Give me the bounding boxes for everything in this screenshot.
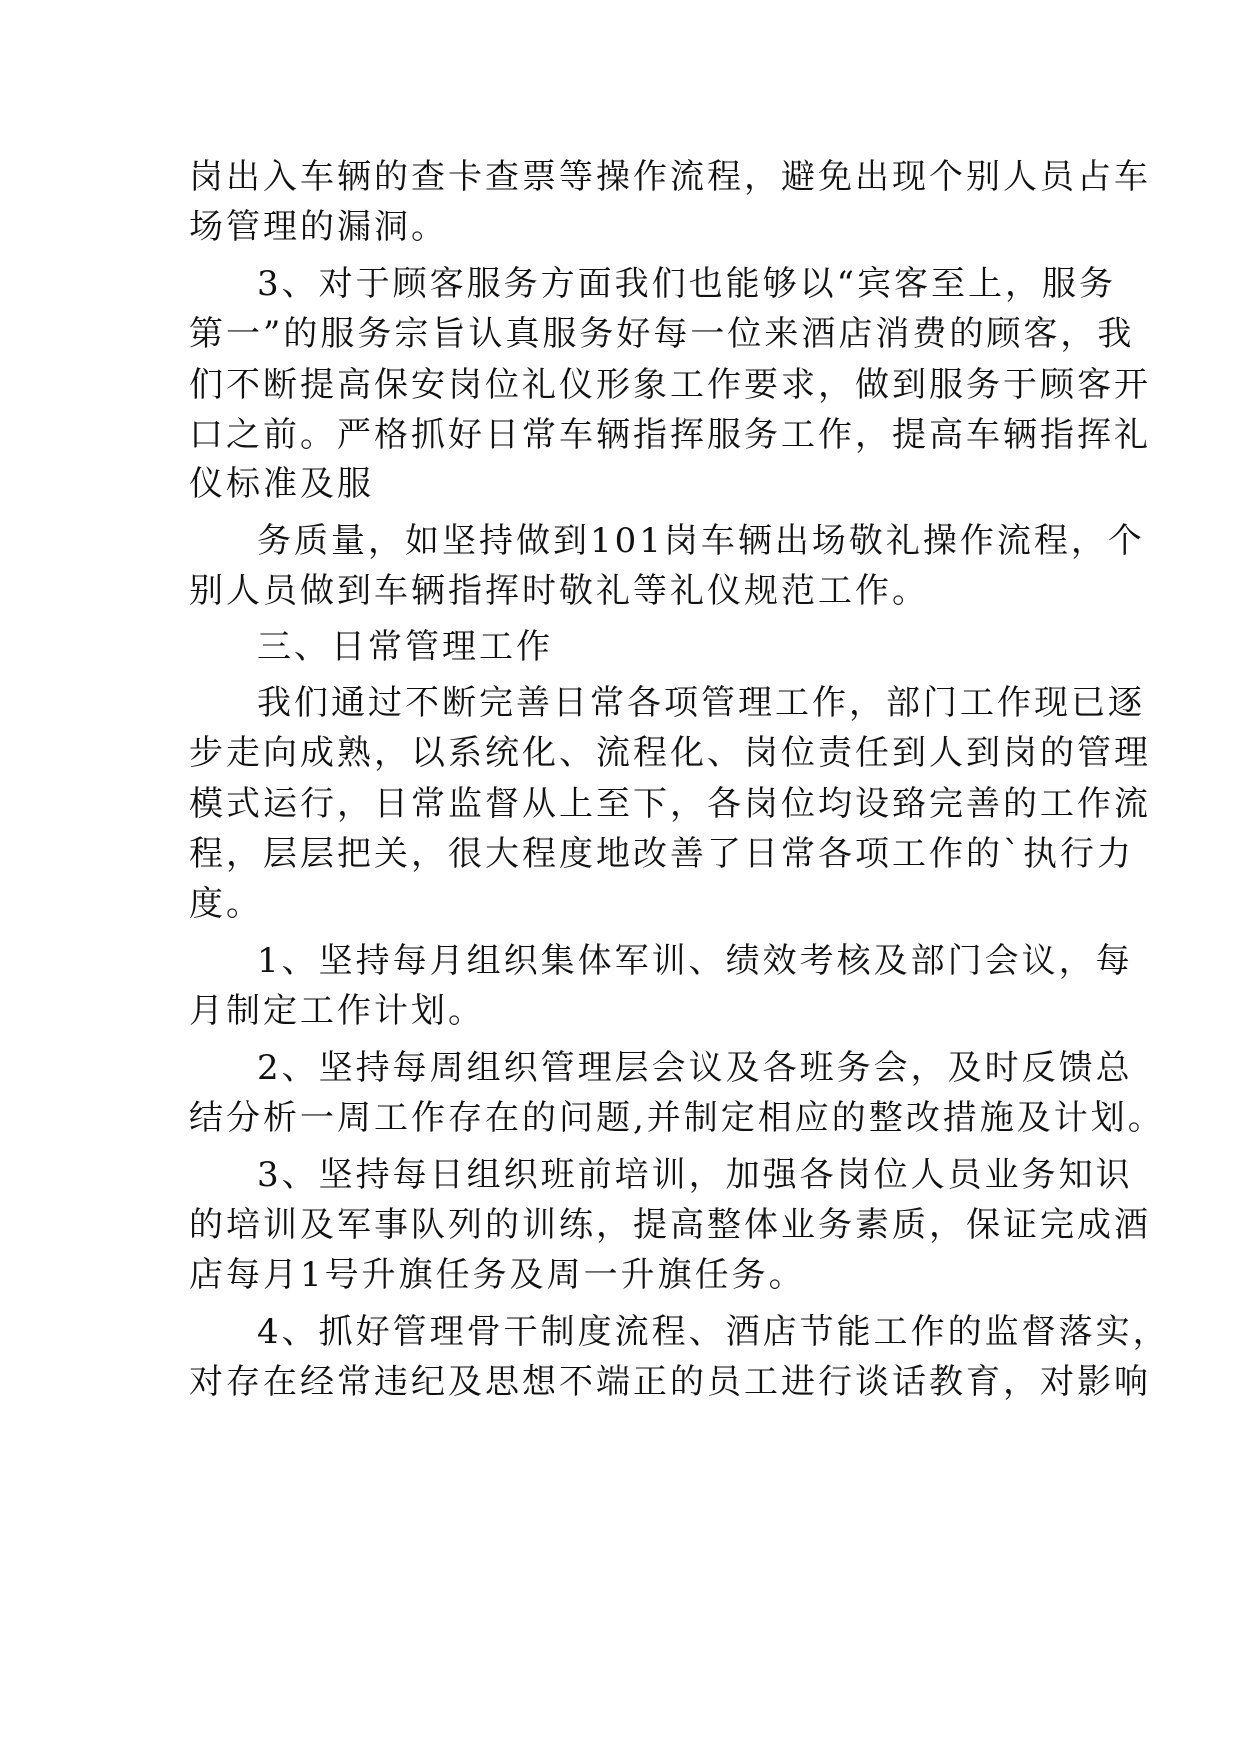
text-line: 第一”的服务宗旨认真服务好每一位来酒店消费的顾客，我 xyxy=(189,314,1135,354)
text-line: 4、抓好管理骨干制度流程、酒店节能工作的监督落实， xyxy=(257,1312,1170,1352)
text-line: 2、坚持每周组织管理层会议及各班务会，及时反馈总 xyxy=(257,1048,1133,1088)
text-line: 度。 xyxy=(189,884,263,924)
text-line: 们不断提高保安岗位礼仪形象工作要求，做到服务于顾客开 xyxy=(189,365,1151,405)
text-line: 岗出入车辆的查卡查票等操作流程，避免出现个别人员占车 xyxy=(189,157,1151,197)
text-line: 结分析一周工作存在的问题,并制定相应的整改措施及计划。 xyxy=(189,1098,1165,1138)
text-line: 模式运行，日常监督从上至下，各岗位均设臵完善的工作流 xyxy=(189,784,1151,824)
text-line: 仪标准及服 xyxy=(189,464,374,504)
text-line: 3、坚持每日组织班前培训，加强各岗位人员业务知识 xyxy=(257,1155,1133,1195)
text-line: 口之前。严格抓好日常车辆指挥服务工作，提高车辆指挥礼 xyxy=(189,415,1151,455)
text-line: 3、对于顾客服务方面我们也能够以“宾客至上，服务 xyxy=(257,264,1117,304)
text-line: 我们通过不断完善日常各项管理工作，部门工作现已逐 xyxy=(257,683,1145,723)
text-line: 月制定工作计划。 xyxy=(189,991,485,1031)
text-line: 1、坚持每月组织集体军训、绩效考核及部门会议，每 xyxy=(257,941,1133,981)
text-line: 店每月1号升旗任务及周一升旗任务。 xyxy=(189,1255,806,1295)
text-line: 务质量，如坚持做到101岗车辆出场敬礼操作流程，个 xyxy=(257,521,1145,561)
text-line: 程，层层把关，很大程度地改善了日常各项工作的`执行力 xyxy=(189,834,1134,874)
text-line: 场管理的漏洞。 xyxy=(189,207,448,247)
section-heading: 三、日常管理工作 xyxy=(257,627,553,667)
text-line: 的培训及军事队列的训练，提高整体业务素质，保证完成酒 xyxy=(189,1205,1151,1245)
text-line: 对存在经常违纪及思想不端正的员工进行谈话教育，对影响 xyxy=(189,1362,1151,1402)
text-line: 别人员做到车辆指挥时敬礼等礼仪规范工作。 xyxy=(189,571,929,611)
text-line: 步走向成熟，以系统化、流程化、岗位责任到人到岗的管理 xyxy=(189,733,1151,773)
